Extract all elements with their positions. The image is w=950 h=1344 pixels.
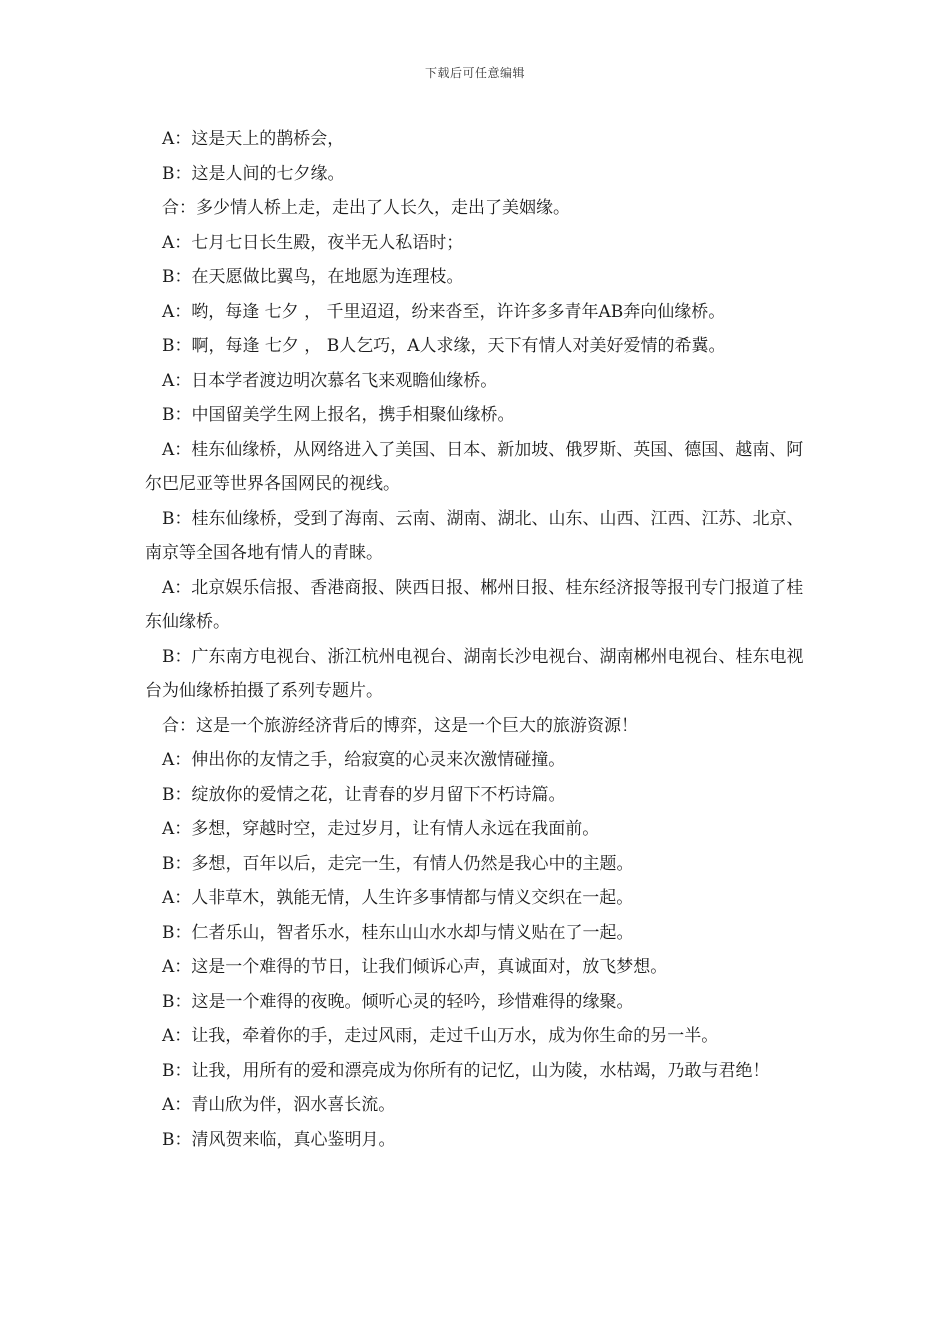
dialogue-line: A：青山欣为伴，泅水喜长流。 <box>162 1095 396 1115</box>
dialogue-line: 合：这是一个旅游经济背后的博弈，这是一个巨大的旅游资源！ <box>162 715 638 736</box>
dialogue-line: A：让我，牵着你的手，走过风雨，走过千山万水，成为你生命的另一半。 <box>162 1026 719 1046</box>
dialogue-line: A：这是天上的鹊桥会， <box>162 129 345 149</box>
dialogue-line: A：伸出你的友情之手，给寂寞的心灵来次激情碰撞。 <box>162 750 566 770</box>
dialogue-line: 合：多少情人桥上走，走出了人长久，走出了美姻缘。 <box>162 198 570 218</box>
document-body <box>145 122 815 1157</box>
dialogue-line: B：中国留美学生网上报名，携手相聚仙缘桥。 <box>162 405 515 425</box>
dialogue-line: A：哟，每逢 七夕 ， 千里迢迢，纷来沓至，许许多多青年AB奔向仙缘桥。 <box>162 301 726 322</box>
page-header: 下载后可任意编辑 <box>424 66 525 80</box>
dialogue-line: B：多想，百年以后，走完一生，有情人仍然是我心中的主题。 <box>162 853 634 874</box>
dialogue-line: A：七月七日长生殿，夜半无人私语时； <box>162 232 464 253</box>
dialogue-line: B：这是人间的七夕缘。 <box>162 163 345 184</box>
dialogue-line: B：这是一个难得的夜晚。倾听心灵的轻吟，珍惜难得的缘聚。 <box>162 991 634 1012</box>
dialogue-line: B：桂东仙缘桥，受到了海南、云南、湖南、湖北、山东、山西、江西、江苏、北京、南京等全国各地有情人的青睐。 <box>145 508 804 563</box>
dialogue-line: A：桂东仙缘桥，从网络进入了美国、日本、新加坡、俄罗斯、英国、德国、越南、阿尔巴尼亚等世界各国网民的视线。 <box>145 439 804 494</box>
dialogue-line: B：广东南方电视台、浙江杭州电视台、湖南长沙电视台、湖南郴州电视台、桂东电视台为仙缘桥拍摄了系列专题片。 <box>145 646 804 701</box>
dialogue-line: B：在天愿做比翼鸟，在地愿为连理枝。 <box>162 267 464 287</box>
dialogue-line: A：北京娱乐信报、香港商报、陕西日报、郴州日报、桂东经济报等报刊专门报道了桂东仙缘桥。 <box>145 577 804 632</box>
dialogue-line: A：日本学者渡边明次慕名飞来观瞻仙缘桥。 <box>162 370 498 391</box>
dialogue-line: B：啊，每逢 七夕 ， B人乞巧，A人求缘，天下有情人对美好爱情的希冀。 <box>162 336 726 356</box>
dialogue-line: A：多想，穿越时空，走过岁月，让有情人永远在我面前。 <box>162 819 600 839</box>
dialogue-line: A：这是一个难得的节日，让我们倾诉心声，真诚面对，放飞梦想。 <box>162 957 668 977</box>
dialogue-line: A：人非草木，孰能无情，人生许多事情都与情义交织在一起。 <box>162 888 634 908</box>
dialogue-line: B：绽放你的爱情之花，让青春的岁月留下不朽诗篇。 <box>162 784 566 805</box>
dialogue-line: B：让我，用所有的爱和漂亮成为你所有的记忆，山为陵，水枯竭，乃敢与君绝！ <box>162 1060 770 1081</box>
dialogue-line: B：清风贺来临，真心鉴明月。 <box>162 1129 396 1150</box>
dialogue-line: B：仁者乐山，智者乐水，桂东山山水水却与情义贴在了一起。 <box>162 922 634 943</box>
